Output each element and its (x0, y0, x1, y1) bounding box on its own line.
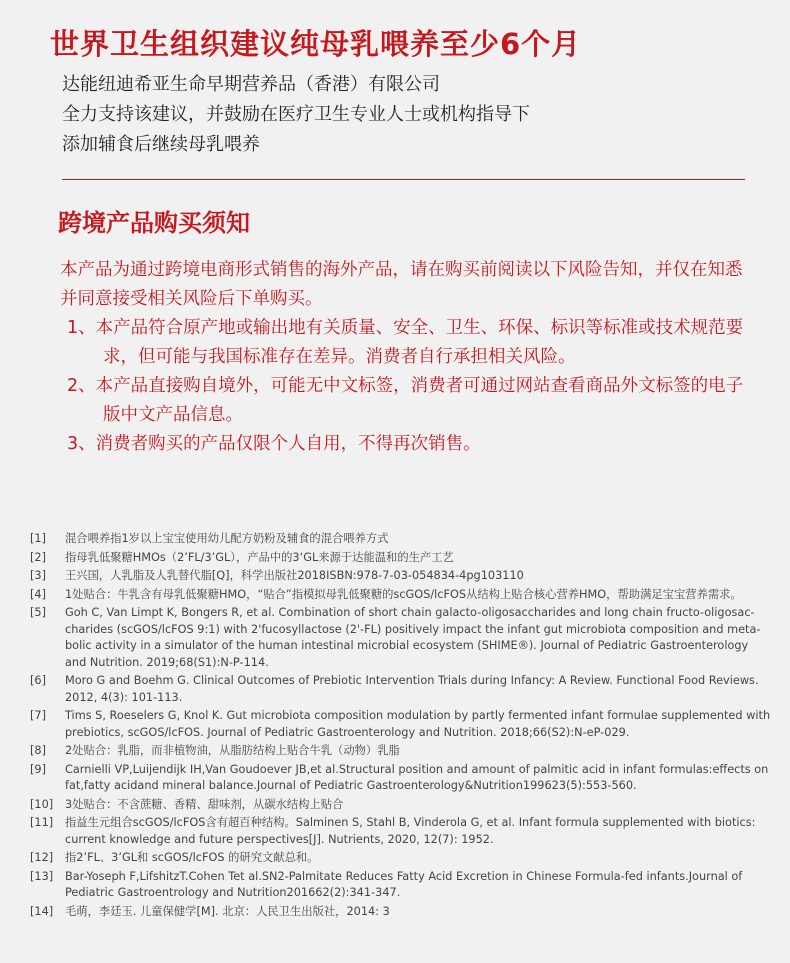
reference-text: 3处贴合：不含蔗糖、香精、甜味剂，从碳水结构上贴合 (65, 797, 344, 811)
reference-item (30, 673, 772, 706)
reference-text: 2处贴合：乳脂，而非植物油，从脂肪结构上贴合牛乳（动物）乳脂 (65, 744, 400, 758)
statement-line: 全力支持该建议，并鼓励在医疗卫生专业人士或机构指导下 (62, 104, 530, 125)
reference-number: [6] (30, 674, 47, 688)
notice-heading: 跨境产品购买须知 (58, 209, 250, 237)
reference-item (30, 550, 772, 566)
page-title: 世界卫生组织建议纯母乳喂养至少6个月 (50, 27, 582, 61)
reference-item (30, 797, 772, 813)
reference-number: [5] (30, 606, 47, 620)
reference-item (30, 904, 772, 920)
reference-item (30, 568, 772, 584)
reference-item (30, 587, 772, 603)
reference-text: 毛萌，李廷玉. 儿童保健学[M]. 北京：人民卫生出版社，2014: 3 (65, 904, 390, 918)
reference-item (30, 869, 772, 902)
reference-text: 指母乳低聚糖HMOs（2’FL/3’GL），产品中的3‘GL来源于达能温和的生产工艺 (65, 550, 454, 564)
reference-text: 指2’FL、3’GL和 scGOS/lcFOS 的研究文献总和。 (65, 851, 319, 865)
notice-item: 2、本产品直接购自境外，可能无中文标签，消费者可通过网站查看商品外文标签的电子版中文产品信息。 (67, 376, 744, 425)
reference-number: [11] (30, 816, 54, 830)
reference-number: [12] (30, 851, 54, 865)
reference-item (30, 605, 772, 671)
notice-item: 1、本产品符合原产地或输出地有关质量、安全、卫生、环保、标识等标准或技术规范要求，但可能与我国标准存在差异。消费者自行承担相关风险。 (67, 318, 744, 367)
reference-text: 指益生元组合scGOS/lcFOS含有超百种结构。Salminen S, Stahl B, Vinderola G, et al. Infant formula supplemented with biotics: current knowledge and future perspectives[J]. Nutrients, 2020, 12(7): 1952. (65, 816, 756, 846)
reference-item (30, 531, 772, 547)
reference-number: [9] (30, 762, 47, 776)
reference-text: Tims S, Roeselers G, Knol K. Gut microbiota composition modulation by partly fermented infant formulae supplemented with prebiotics, scGOS/lcFOS. Journal of Pediatric Gastroenterology and Nutrition. 2018;66(S2):N-eP-029. (65, 709, 771, 739)
reference-item (30, 743, 772, 759)
section-divider (62, 179, 745, 180)
reference-text: Carnielli VP,Luijendijk IH,Van Goudoever JB,et al.Structural position and amount of palmitic acid in infant formulas:effects on fat,fatty acidand mineral balance.Journal of Pediatric Gastroenterology&Nutrition199623(5):553-560. (65, 762, 769, 793)
statement-line: 添加辅食后继续母乳喂养 (62, 134, 260, 155)
notice-item: 3、消费者购买的产品仅限个人自用，不得再次销售。 (67, 434, 481, 454)
references-list (30, 531, 772, 923)
reference-item (30, 708, 772, 741)
notice-intro: 本产品为通过跨境电商形式销售的海外产品，请在购买前阅读以下风险告知，并仅在知悉并同意接受相关风险后下单购买。 (60, 260, 743, 309)
reference-number: [8] (30, 744, 47, 758)
reference-number: [2] (30, 550, 47, 564)
reference-number: [4] (30, 587, 47, 601)
reference-text: Moro G and Boehm G. Clinical Outcomes of Prebiotic Intervention Trials during Infancy: A Review. Functional Food Reviews. 2012, 4(3): 101-113. (65, 674, 759, 704)
reference-number: [3] (30, 569, 47, 583)
reference-number: [14] (30, 904, 54, 918)
reference-item (30, 762, 772, 795)
reference-text: Bar-Yoseph F,LifshitzT.Cohen Tet al.SN2-Palmitate Reduces Fatty Acid Excretion in Chinese Formula-fed infants.Journal of Pediatric Gastroentrology and Nutrition201662(2):341-347. (65, 869, 743, 900)
reference-number: [10] (30, 797, 54, 811)
reference-text: 混合喂养指1岁以上宝宝使用幼儿配方奶粉及辅食的混合喂养方式 (65, 532, 389, 545)
cross-border-notice (60, 256, 750, 459)
reference-text: Goh C, Van Limpt K, Bongers R, et al. Combination of short chain galacto-oligosaccharides and long chain fructo-oligosac-charides (scGOS/lcFOS 9:1) with 2'fucosyllactose (2'-FL) positively impact the infant gut microbiota composition and meta-bolic activity in a simulator of the human intestinal microbial ecosystem (SHIME®). Journal of Pediatric Gastroenterology and Nutrition. 2019;68(S1):N-P-114. (65, 606, 761, 669)
support-statement (62, 70, 530, 160)
reference-number: [7] (30, 709, 47, 723)
reference-text: 1处贴合：牛乳含有母乳低聚糖HMO，“贴合”指模拟母乳低聚糖的scGOS/lcFOS从结构上贴合核心营养HMO，帮助满足宝宝营养需求。 (65, 587, 742, 601)
reference-item (30, 815, 772, 848)
reference-number: [1] (30, 532, 47, 545)
statement-line: 达能纽迪希亚生命早期营养品（香港）有限公司 (62, 74, 440, 95)
reference-number: [13] (30, 869, 54, 883)
reference-text: 王兴国，人乳脂及人乳替代脂[Q]，科学出版社2018ISBN:978-7-03-054834-4pg103110 (65, 569, 524, 583)
reference-item (30, 850, 772, 866)
